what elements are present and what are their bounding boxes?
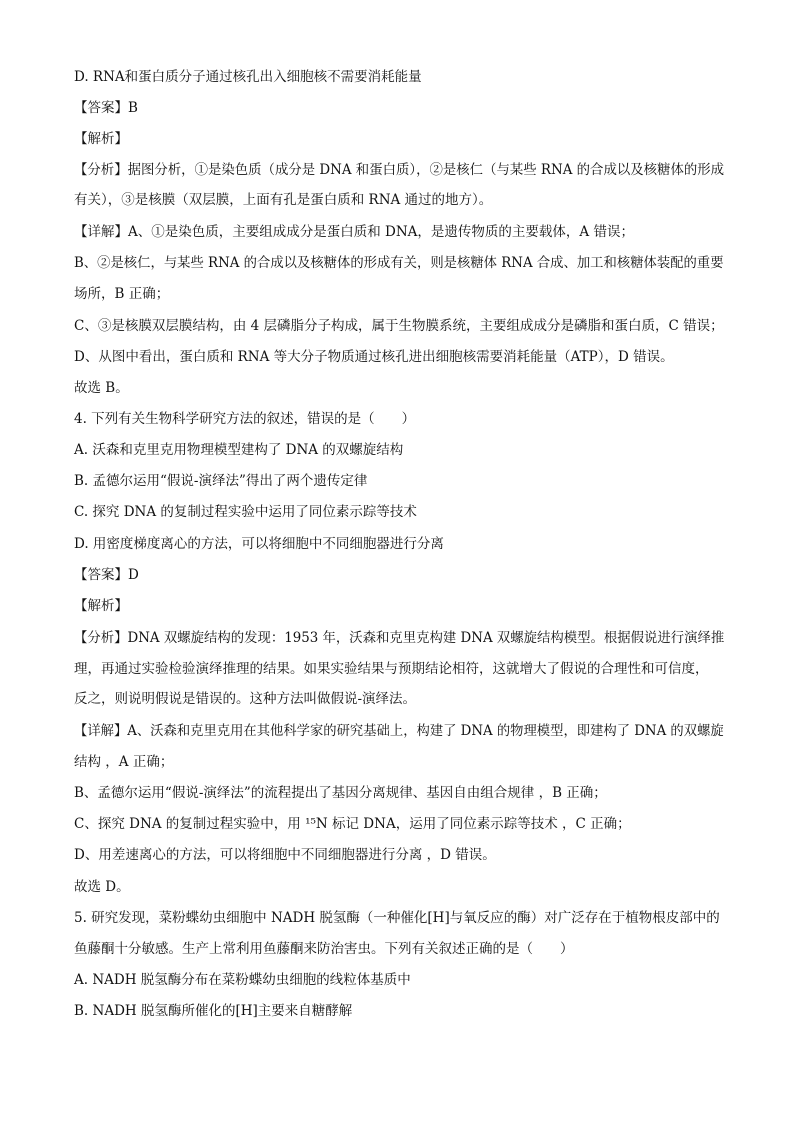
conclusion-q4: 故选 D。 [74, 879, 130, 895]
option-d-q3: D. RNA和蛋白质分子通过核孔出入细胞核不需要消耗能量 [74, 69, 422, 85]
analysis-text-q3: 【分析】据图分析，①是染色质（成分是 DNA 和蛋白质），②是核仁（与某些 RNA 的合成以及核糖体的形成 [74, 162, 725, 178]
analysis-text-q4: 反之，则说明假说是错误的。这种方法叫做假说-演绎法。 [74, 691, 417, 707]
answer-q3: 【答案】B [74, 100, 138, 116]
analysis-text-q4: 理，再通过实验检验演绎推理的结果。如果实验结果与预期结论相符，这就增大了假说的合理性和可信度， [74, 661, 709, 677]
detail-text-q4: C、探究 DNA 的复制过程实验中，用 ¹⁵N 标记 DNA，运用了同位素示踪等技术 ，C 正确； [74, 816, 631, 832]
detail-text-q3: 场所，B 正确； [74, 286, 170, 302]
option-a-q4: A. 沃森和克里克用物理模型建构了 DNA 的双螺旋结构 [74, 442, 404, 458]
question-5: 鱼藤酮十分敏感。生产上常利用鱼藤酮来防治害虫。下列有关叙述正确的是（ ） [74, 941, 574, 957]
question-5: 5. 研究发现，菜粉蝶幼虫细胞中 NADH 脱氢酶（一种催化[H]与氧反应的酶）对广泛存在于植物根皮部中的 [74, 910, 720, 926]
analysis-heading-q4: 【解析】 [74, 598, 128, 614]
detail-text-q4: 结构 ，A 正确； [74, 754, 174, 770]
conclusion-q3: 故选 B。 [74, 380, 129, 396]
detail-text-q3: C、③是核膜双层膜结构，由 4 层磷脂分子构成，属于生物膜系统，主要组成成分是磷脂和蛋白质，C 错误； [74, 318, 724, 334]
analysis-heading-q3: 【解析】 [74, 131, 128, 147]
detail-text-q3: D、从图中看出，蛋白质和 RNA 等大分子物质通过核孔进出细胞核需要消耗能量（ATP），D 错误。 [74, 349, 674, 365]
option-b-q4: B. 孟德尔运用“假说-演绎法”得出了两个遗传定律 [74, 473, 368, 489]
detail-text-q3: 【详解】A、①是染色质，主要组成成分是蛋白质和 DNA，是遗传物质的主要载体，A 错误； [74, 224, 634, 240]
question-4: 4. 下列有关生物科学研究方法的叙述，错误的是（ ） [74, 411, 416, 427]
analysis-text-q4: 【分析】DNA 双螺旋结构的发现：1953 年，沃森和克里克构建 DNA 双螺旋结构模型。根据假说进行演绎推 [74, 630, 725, 646]
detail-text-q3: B、②是核仁，与某些 RNA 的合成以及核糖体的形成有关，则是核糖体 RNA 合成、加工和核糖体装配的重要 [74, 255, 724, 271]
option-d-q4: D. 用密度梯度离心的方法，可以将细胞中不同细胞器进行分离 [74, 536, 444, 552]
option-b-q5: B. NADH 脱氢酶所催化的[H]主要来自糖酵解 [74, 1003, 353, 1019]
detail-text-q4: 【详解】A、沃森和克里克用在其他科学家的研究基础上，构建了 DNA 的物理模型，即建构了 DNA 的双螺旋 [74, 723, 724, 739]
option-a-q5: A. NADH 脱氢酶分布在菜粉蝶幼虫细胞的线粒体基质中 [74, 972, 411, 988]
analysis-text-q3: 有关），③是核膜（双层膜，上面有孔是蛋白质和 RNA 通过的地方）。 [74, 192, 493, 208]
detail-text-q4: B、孟德尔运用“假说-演绎法”的流程提出了基因分离规律、基因自由组合规律 ，B 正确； [74, 785, 607, 801]
answer-q4: 【答案】D [74, 567, 139, 583]
detail-text-q4: D、用差速离心的方法，可以将细胞中不同细胞器进行分离 ，D 错误。 [74, 847, 496, 863]
option-c-q4: C. 探究 DNA 的复制过程实验中运用了同位素示踪等技术 [74, 504, 417, 520]
